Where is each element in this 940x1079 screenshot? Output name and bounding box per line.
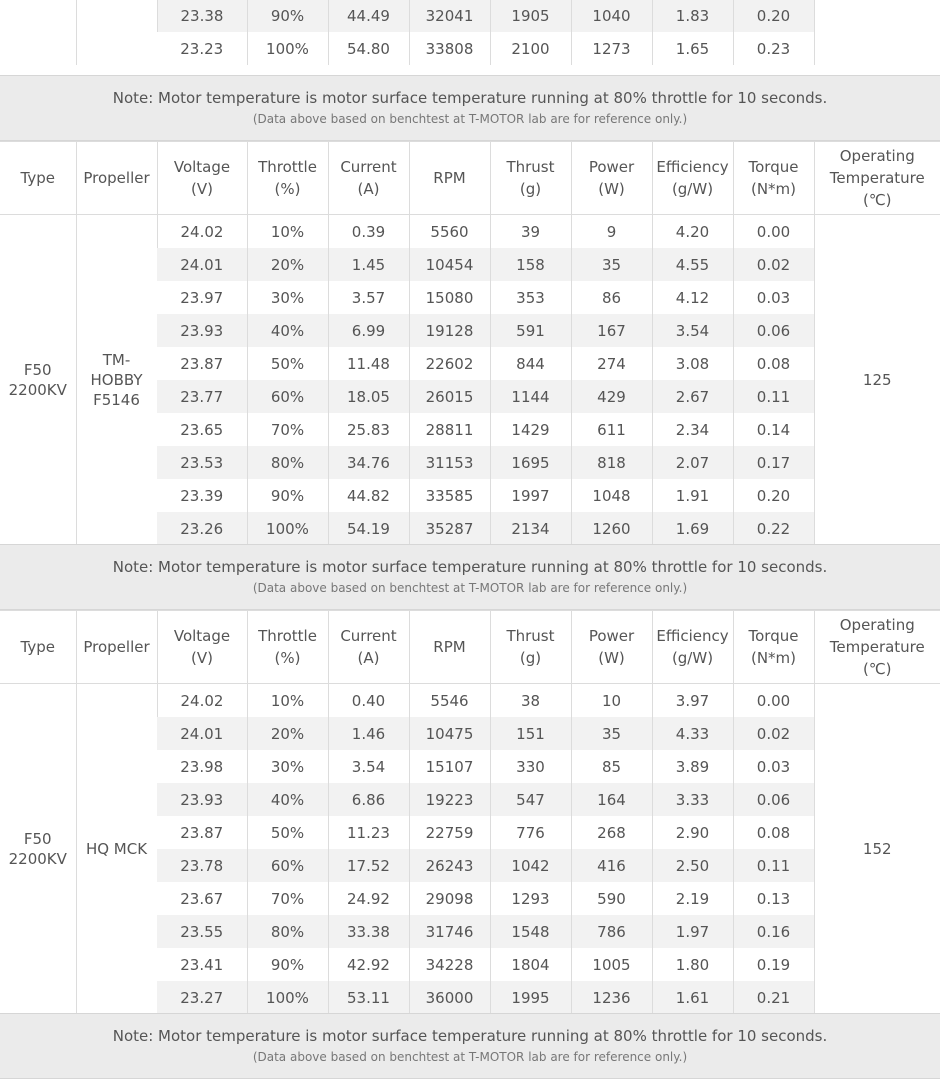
note-box: [0, 544, 940, 610]
header-throttle-line: Throttle: [248, 625, 328, 647]
rpm-cell: 36000: [409, 981, 490, 1014]
efficiency-cell: 1.61: [652, 981, 733, 1014]
header-efficiency-line: Efficiency: [653, 156, 733, 178]
motor-type-line: 2200KV: [0, 849, 76, 869]
header-throttle: [247, 142, 328, 215]
header-current-line: (A): [329, 647, 409, 669]
note-disclaimer: (Data above based on benchtest at T-MOTOR lab are for reference only.): [0, 579, 940, 597]
header-thrust-line: (g): [491, 647, 571, 669]
spec-table-block-1: [0, 141, 940, 545]
motor-type-cell: [0, 684, 76, 1015]
efficiency-cell: 2.07: [652, 446, 733, 479]
efficiency-cell: 1.91: [652, 479, 733, 512]
header-efficiency: [652, 611, 733, 684]
throttle-cell: 90%: [247, 0, 328, 32]
power-cell: 274: [571, 347, 652, 380]
voltage-cell: 23.93: [157, 314, 247, 347]
efficiency-cell: 2.19: [652, 882, 733, 915]
throttle-cell: 50%: [247, 347, 328, 380]
current-cell: 6.86: [328, 783, 409, 816]
rpm-cell: 10454: [409, 248, 490, 281]
header-efficiency-line: (g/W): [653, 178, 733, 200]
header-type: Type: [0, 142, 76, 215]
torque-cell: 0.16: [733, 915, 814, 948]
voltage-cell: 23.26: [157, 512, 247, 545]
header-row: [0, 611, 940, 684]
efficiency-cell: 1.69: [652, 512, 733, 545]
throttle-cell: 30%: [247, 750, 328, 783]
thrust-cell: 330: [490, 750, 571, 783]
header-torque-line: Torque: [734, 156, 814, 178]
throttle-cell: 90%: [247, 948, 328, 981]
throttle-cell: 70%: [247, 413, 328, 446]
power-cell: 786: [571, 915, 652, 948]
header-propeller: Propeller: [76, 611, 157, 684]
header-temperature-line: (℃): [815, 658, 940, 680]
torque-cell: 0.22: [733, 512, 814, 545]
header-torque-line: Torque: [734, 625, 814, 647]
voltage-cell: 23.53: [157, 446, 247, 479]
propeller-cell: [76, 684, 157, 1015]
header-power-line: Power: [572, 156, 652, 178]
rpm-cell: 29098: [409, 882, 490, 915]
current-cell: 54.80: [328, 32, 409, 65]
power-cell: 9: [571, 215, 652, 249]
header-voltage-line: Voltage: [158, 625, 247, 647]
power-cell: 85: [571, 750, 652, 783]
header-rpm-line: RPM: [410, 167, 490, 189]
torque-cell: 0.20: [733, 0, 814, 32]
power-cell: 1048: [571, 479, 652, 512]
motor-type-line: F50: [0, 829, 76, 849]
torque-cell: 0.17: [733, 446, 814, 479]
spec-table-tm-hobby: [0, 141, 940, 545]
header-throttle-line: (%): [248, 647, 328, 669]
temperature-cell: 152: [814, 684, 940, 1015]
header-thrust-line: (g): [491, 178, 571, 200]
voltage-cell: 24.02: [157, 684, 247, 718]
current-cell: 25.83: [328, 413, 409, 446]
table-row: [0, 0, 940, 32]
power-cell: 10: [571, 684, 652, 718]
current-cell: 11.48: [328, 347, 409, 380]
header-thrust: [490, 611, 571, 684]
voltage-cell: 24.01: [157, 248, 247, 281]
rpm-cell: 33585: [409, 479, 490, 512]
efficiency-cell: 3.97: [652, 684, 733, 718]
motor-type-line: F50: [0, 360, 76, 380]
header-current: [328, 611, 409, 684]
propeller-cell: [76, 0, 157, 65]
current-cell: 33.38: [328, 915, 409, 948]
torque-cell: 0.00: [733, 215, 814, 249]
note-text: Note: Motor temperature is motor surface temperature running at 80% throttle for 10 seconds.: [0, 545, 940, 577]
thrust-cell: 2134: [490, 512, 571, 545]
header-torque: [733, 142, 814, 215]
rpm-cell: 28811: [409, 413, 490, 446]
efficiency-cell: 1.80: [652, 948, 733, 981]
rpm-cell: 5546: [409, 684, 490, 718]
header-voltage-line: (V): [158, 178, 247, 200]
throttle-cell: 100%: [247, 512, 328, 545]
header-power: [571, 142, 652, 215]
throttle-cell: 60%: [247, 849, 328, 882]
rpm-cell: 32041: [409, 0, 490, 32]
throttle-cell: 40%: [247, 783, 328, 816]
propeller-line: F5146: [77, 390, 157, 410]
voltage-cell: 23.77: [157, 380, 247, 413]
torque-cell: 0.11: [733, 380, 814, 413]
rpm-cell: 19128: [409, 314, 490, 347]
rpm-cell: 31746: [409, 915, 490, 948]
header-thrust-line: Thrust: [491, 156, 571, 178]
note-box: [0, 1013, 940, 1079]
throttle-cell: 100%: [247, 32, 328, 65]
header-row: [0, 142, 940, 215]
efficiency-cell: 4.20: [652, 215, 733, 249]
thrust-cell: 1997: [490, 479, 571, 512]
thrust-cell: 844: [490, 347, 571, 380]
temperature-cell: 125: [814, 215, 940, 546]
current-cell: 18.05: [328, 380, 409, 413]
thrust-cell: 151: [490, 717, 571, 750]
voltage-cell: 24.01: [157, 717, 247, 750]
header-rpm: [409, 142, 490, 215]
efficiency-cell: 2.90: [652, 816, 733, 849]
header-current-line: (A): [329, 178, 409, 200]
thrust-cell: 39: [490, 215, 571, 249]
throttle-cell: 80%: [247, 446, 328, 479]
rpm-cell: 19223: [409, 783, 490, 816]
efficiency-cell: 4.12: [652, 281, 733, 314]
thrust-cell: 1695: [490, 446, 571, 479]
note-disclaimer: (Data above based on benchtest at T-MOTOR lab are for reference only.): [0, 110, 940, 128]
spec-table-block-2: [0, 610, 940, 1014]
type-cell: [0, 0, 76, 65]
header-temperature-line: (℃): [815, 189, 940, 211]
current-cell: 54.19: [328, 512, 409, 545]
header-thrust: [490, 142, 571, 215]
thrust-cell: 1144: [490, 380, 571, 413]
power-cell: 1005: [571, 948, 652, 981]
thrust-cell: 1804: [490, 948, 571, 981]
note-disclaimer: (Data above based on benchtest at T-MOTOR lab are for reference only.): [0, 1048, 940, 1066]
motor-type-cell: [0, 215, 76, 546]
current-cell: 24.92: [328, 882, 409, 915]
voltage-cell: 23.98: [157, 750, 247, 783]
voltage-cell: 23.41: [157, 948, 247, 981]
header-current: [328, 142, 409, 215]
voltage-cell: 23.87: [157, 816, 247, 849]
header-torque: [733, 611, 814, 684]
header-efficiency-line: (g/W): [653, 647, 733, 669]
power-cell: 590: [571, 882, 652, 915]
throttle-cell: 100%: [247, 981, 328, 1014]
spec-table-previous: [0, 0, 940, 65]
header-rpm-line: RPM: [410, 636, 490, 658]
torque-cell: 0.11: [733, 849, 814, 882]
throttle-cell: 80%: [247, 915, 328, 948]
propeller-cell: [76, 215, 157, 546]
voltage-cell: 23.93: [157, 783, 247, 816]
efficiency-cell: 3.33: [652, 783, 733, 816]
header-power-line: (W): [572, 178, 652, 200]
header-throttle: [247, 611, 328, 684]
torque-cell: 0.14: [733, 413, 814, 446]
power-cell: 1040: [571, 0, 652, 32]
voltage-cell: 23.23: [157, 32, 247, 65]
note-box: [0, 75, 940, 141]
thrust-cell: 1995: [490, 981, 571, 1014]
rpm-cell: 33808: [409, 32, 490, 65]
header-torque-line: (N*m): [734, 178, 814, 200]
note-text: Note: Motor temperature is motor surface temperature running at 80% throttle for 10 seconds.: [0, 76, 940, 108]
header-temperature-line: Temperature: [815, 636, 940, 658]
power-cell: 86: [571, 281, 652, 314]
thrust-cell: 2100: [490, 32, 571, 65]
header-propeller: Propeller: [76, 142, 157, 215]
torque-cell: 0.03: [733, 750, 814, 783]
rpm-cell: 35287: [409, 512, 490, 545]
throttle-cell: 20%: [247, 717, 328, 750]
torque-cell: 0.02: [733, 248, 814, 281]
header-current-line: Current: [329, 156, 409, 178]
current-cell: 6.99: [328, 314, 409, 347]
power-cell: 611: [571, 413, 652, 446]
power-cell: 1273: [571, 32, 652, 65]
voltage-cell: 23.27: [157, 981, 247, 1014]
throttle-cell: 70%: [247, 882, 328, 915]
torque-cell: 0.06: [733, 783, 814, 816]
header-efficiency-line: Efficiency: [653, 625, 733, 647]
torque-cell: 0.19: [733, 948, 814, 981]
thrust-cell: 776: [490, 816, 571, 849]
header-current-line: Current: [329, 625, 409, 647]
torque-cell: 0.08: [733, 347, 814, 380]
propeller-line: TM-: [77, 350, 157, 370]
thrust-cell: 1548: [490, 915, 571, 948]
efficiency-cell: 2.67: [652, 380, 733, 413]
efficiency-cell: 3.08: [652, 347, 733, 380]
header-type: Type: [0, 611, 76, 684]
table-row: [0, 684, 940, 718]
efficiency-cell: 4.55: [652, 248, 733, 281]
efficiency-cell: 2.50: [652, 849, 733, 882]
header-power-line: (W): [572, 647, 652, 669]
voltage-cell: 23.78: [157, 849, 247, 882]
current-cell: 3.54: [328, 750, 409, 783]
voltage-cell: 23.67: [157, 882, 247, 915]
header-temperature-line: Temperature: [815, 167, 940, 189]
rpm-cell: 34228: [409, 948, 490, 981]
current-cell: 42.92: [328, 948, 409, 981]
current-cell: 34.76: [328, 446, 409, 479]
thrust-cell: 353: [490, 281, 571, 314]
throttle-cell: 20%: [247, 248, 328, 281]
rpm-cell: 22602: [409, 347, 490, 380]
power-cell: 1260: [571, 512, 652, 545]
throttle-cell: 40%: [247, 314, 328, 347]
header-power: [571, 611, 652, 684]
motor-type-line: 2200KV: [0, 380, 76, 400]
throttle-cell: 10%: [247, 215, 328, 249]
note-text: Note: Motor temperature is motor surface temperature running at 80% throttle for 10 seconds.: [0, 1014, 940, 1046]
header-voltage: [157, 142, 247, 215]
header-voltage-line: Voltage: [158, 156, 247, 178]
torque-cell: 0.03: [733, 281, 814, 314]
voltage-cell: 23.55: [157, 915, 247, 948]
header-power-line: Power: [572, 625, 652, 647]
thrust-cell: 1429: [490, 413, 571, 446]
propeller-line: HOBBY: [77, 370, 157, 390]
header-temperature-line: Operating: [815, 614, 940, 636]
header-throttle-line: Throttle: [248, 156, 328, 178]
torque-cell: 0.21: [733, 981, 814, 1014]
current-cell: 11.23: [328, 816, 409, 849]
throttle-cell: 10%: [247, 684, 328, 718]
header-temperature-line: Operating: [815, 145, 940, 167]
header-temperature: [814, 611, 940, 684]
propeller-line: HQ MCK: [77, 839, 157, 859]
voltage-cell: 23.97: [157, 281, 247, 314]
efficiency-cell: 3.54: [652, 314, 733, 347]
thrust-cell: 591: [490, 314, 571, 347]
power-cell: 35: [571, 248, 652, 281]
header-voltage: [157, 611, 247, 684]
current-cell: 1.46: [328, 717, 409, 750]
efficiency-cell: 3.89: [652, 750, 733, 783]
thrust-cell: 1293: [490, 882, 571, 915]
torque-cell: 0.20: [733, 479, 814, 512]
voltage-cell: 23.65: [157, 413, 247, 446]
current-cell: 1.45: [328, 248, 409, 281]
header-voltage-line: (V): [158, 647, 247, 669]
header-torque-line: (N*m): [734, 647, 814, 669]
header-rpm: [409, 611, 490, 684]
torque-cell: 0.23: [733, 32, 814, 65]
temperature-cell: [814, 0, 940, 65]
thrust-cell: 158: [490, 248, 571, 281]
previous-table-fragment: [0, 0, 940, 65]
thrust-cell: 547: [490, 783, 571, 816]
torque-cell: 0.06: [733, 314, 814, 347]
power-cell: 35: [571, 717, 652, 750]
torque-cell: 0.08: [733, 816, 814, 849]
throttle-cell: 60%: [247, 380, 328, 413]
efficiency-cell: 4.33: [652, 717, 733, 750]
efficiency-cell: 1.97: [652, 915, 733, 948]
torque-cell: 0.00: [733, 684, 814, 718]
power-cell: 818: [571, 446, 652, 479]
efficiency-cell: 1.83: [652, 0, 733, 32]
rpm-cell: 15080: [409, 281, 490, 314]
torque-cell: 0.13: [733, 882, 814, 915]
thrust-cell: 38: [490, 684, 571, 718]
voltage-cell: 23.87: [157, 347, 247, 380]
header-efficiency: [652, 142, 733, 215]
power-cell: 429: [571, 380, 652, 413]
thrust-cell: 1905: [490, 0, 571, 32]
rpm-cell: 26015: [409, 380, 490, 413]
thrust-cell: 1042: [490, 849, 571, 882]
header-throttle-line: (%): [248, 178, 328, 200]
power-cell: 268: [571, 816, 652, 849]
voltage-cell: 23.39: [157, 479, 247, 512]
throttle-cell: 50%: [247, 816, 328, 849]
spec-table-hq-mck: [0, 610, 940, 1014]
current-cell: 17.52: [328, 849, 409, 882]
efficiency-cell: 2.34: [652, 413, 733, 446]
current-cell: 44.49: [328, 0, 409, 32]
rpm-cell: 31153: [409, 446, 490, 479]
torque-cell: 0.02: [733, 717, 814, 750]
current-cell: 3.57: [328, 281, 409, 314]
efficiency-cell: 1.65: [652, 32, 733, 65]
current-cell: 0.40: [328, 684, 409, 718]
voltage-cell: 23.38: [157, 0, 247, 32]
rpm-cell: 15107: [409, 750, 490, 783]
current-cell: 44.82: [328, 479, 409, 512]
table-row: [0, 215, 940, 249]
header-thrust-line: Thrust: [491, 625, 571, 647]
rpm-cell: 22759: [409, 816, 490, 849]
power-cell: 416: [571, 849, 652, 882]
rpm-cell: 5560: [409, 215, 490, 249]
power-cell: 164: [571, 783, 652, 816]
current-cell: 0.39: [328, 215, 409, 249]
header-temperature: [814, 142, 940, 215]
rpm-cell: 26243: [409, 849, 490, 882]
rpm-cell: 10475: [409, 717, 490, 750]
current-cell: 53.11: [328, 981, 409, 1014]
throttle-cell: 90%: [247, 479, 328, 512]
power-cell: 167: [571, 314, 652, 347]
power-cell: 1236: [571, 981, 652, 1014]
voltage-cell: 24.02: [157, 215, 247, 249]
throttle-cell: 30%: [247, 281, 328, 314]
